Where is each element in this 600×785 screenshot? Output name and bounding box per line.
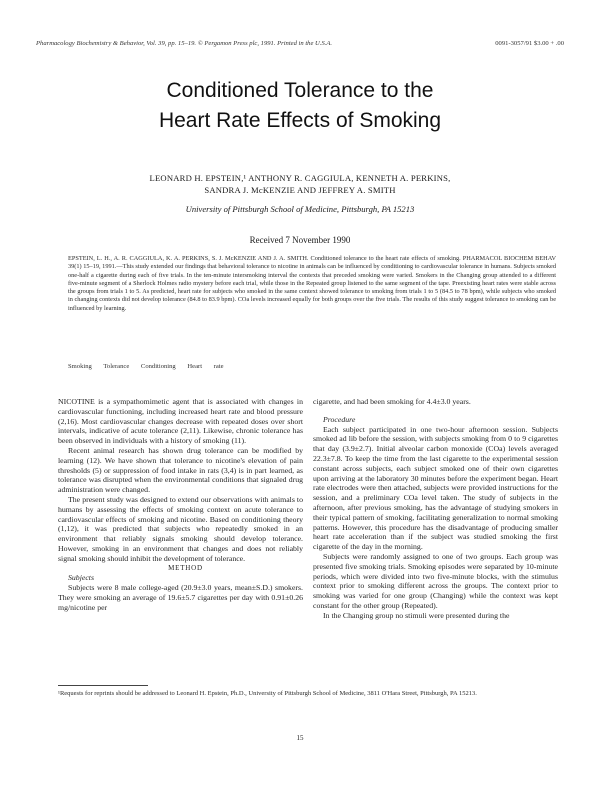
procedure-paragraph-2: Subjects were randomly assigned to one of two groups. Each group was presented five smoking trials. Smoking episodes were separated by 10-minute periods, which were divided into two five-minute blocks, with the stimulus context prior to smoking different across the groups. The context prior to smoking was varied for one group (Changing) while the context was kept constant for the other group (Repeated). xyxy=(313,551,558,610)
intro-paragraph-3: The present study was designed to extend our observations with animals to humans by assessing the effects of smoking context on acute tolerance to cardiovascular effects of smoking and nicotine. Based on conditioning theory (1,12), it was predicted that subjects who repeatedly smoked in an environment that reliably signals smoking should develop tolerance. However, smoking in an environment that changes and does not reliably signal smoking should inhibit the development of tolerance. xyxy=(58,494,303,563)
running-head-citation: Pharmacology Biochemistry & Behavior, Vol. 39, pp. 15–19. © Pergamon Press plc, 1991. Printed in the U.S.A. xyxy=(36,40,333,47)
running-head-code: 0091-3057/91 $3.00 + .00 xyxy=(495,40,564,47)
procedure-heading: Procedure xyxy=(323,414,356,424)
keyword: Tolerance xyxy=(103,363,130,370)
footnote-divider xyxy=(58,685,148,686)
left-column xyxy=(58,397,303,613)
method-heading: METHOD xyxy=(168,563,203,572)
lead-word: NICOTINE xyxy=(58,397,95,406)
received-date: Received 7 November 1990 xyxy=(249,235,351,245)
title-line-2: Heart Rate Effects of Smoking xyxy=(158,109,442,132)
subjects-paragraph: Subjects were 8 male college-aged (20.9±3.0 years, mean±S.D.) smokers. They were smoking an average of 19.6±5.7 cigarettes per day with 0.91±0.26 mg/nicotine per xyxy=(58,583,303,612)
subjects-heading: Subjects xyxy=(68,573,94,583)
right-column xyxy=(313,397,558,621)
authors-line-2: SANDRA J. McKENZIE AND JEFFREY A. SMITH xyxy=(204,185,396,195)
keyword: Conditioning xyxy=(140,363,176,370)
footnote: ¹Requests for reprints should be addressed to Leonard H. Epstein, Ph.D., University of Pittsburgh School of Medicine, 3811 O'Hara Street, Pittsburgh, PA 15213. xyxy=(58,690,477,697)
authors-line-1: LEONARD H. EPSTEIN,¹ ANTHONY R. CAGGIULA, KENNETH A. PERKINS, xyxy=(149,173,451,183)
article-title xyxy=(0,76,600,136)
procedure-paragraph-3: In the Changing group no stimuli were presented during the xyxy=(323,610,510,620)
title-line-1: Conditioned Tolerance to the xyxy=(166,79,434,102)
keywords xyxy=(68,363,556,370)
page-number: 15 xyxy=(296,734,304,742)
intro-paragraph-2: Recent animal research has shown drug tolerance can be modified by learning (12). We have shown that tolerance to nicotine's elevation of pain thresholds (5) or suppression of food intake in rats (3,4) is in part learned, as tolerance was disrupted when the environmental conditions that signaled drug administration were changed. xyxy=(58,445,303,495)
intro-paragraph-1: NICOTINE is a sympathomimetic agent that is associated with changes in cardiovascular functioning, including increased heart rate and blood pressure (2,16). Most cardiovascular changes decrease with repeated doses over short intervals, indicative of acute tolerance (2,11). Likewise, chronic tolerance has been observed in individuals with a history of smoking (11). xyxy=(58,397,303,446)
affiliation: University of Pittsburgh School of Medicine, Pittsburgh, PA 15213 xyxy=(185,204,415,214)
author-list xyxy=(40,172,560,196)
keyword: Heart rate xyxy=(187,363,224,370)
subjects-continued: cigarette, and had been smoking for 4.4±3.0 years. xyxy=(313,397,471,406)
abstract: EPSTEIN, L. H., A. R. CAGGIULA, K. A. PERKINS, S. J. McKENZIE AND J. A. SMITH. Conditioned tolerance to the heart rate effects of smoking. PHARMACOL BIOCHEM BEHAV 39(1) 15–19, 1991.—This study extended our findings that behavioral tolerance to nicotine in animals can be influenced by conditioning to cardiovascular tolerance in humans. Subjects smoked one-half a cigarette during each of five trials. In the ten-minute intersmoking interval the contexts that preceded smoking were varied. Smokers in the Changing group attended to a different five-minute segment of a Sherlock Holmes radio mystery before each trial, while those in the Repeated group listened to the same segment of the tape. Preexisting heart rates were stable across the groups from trials 1 to 5. As predicted, heart rate for subjects who smoked in the same context showed tolerance to smoking from trials 1 to 5 (84.5 to 78 bpm), while subjects who smoked in changing contexts did not develop tolerance (84.8 to 83.9 bpm). COa levels increased equally for both groups over the five trials. The results of this study suggest tolerance to smoking can be influenced by learning. xyxy=(68,255,556,312)
procedure-paragraph-1: Each subject participated in one two-hour afternoon session. Subjects smoked ad lib before the session, with subjects smoking from 0 to 9 cigarettes that day (3.9±2.7). Initial alveolar carbon monoxide (COa) levels averaged 22.3±7.8. To keep the time from the last cigarette to the experimental session constant across subjects, each subject smoked one of their own cigarettes upon arriving at the laboratory 30 minutes before the experiment began. Heart rate electrodes were then attached, subjects were provided instructions for the session, and a preliminary COa level taken. The study of subjects in the afternoon, after previous smoking, has the advantage of studying smokers in their typical pattern of smoking, facilitating generalization to normal smoking patterns. However, this procedure has the disadvantage of producing smaller heart rate acceleration than if the subject was studied smoking the first cigarette of the day in the morning. xyxy=(313,424,558,552)
keyword: Smoking xyxy=(68,363,92,370)
running-head xyxy=(36,40,564,47)
